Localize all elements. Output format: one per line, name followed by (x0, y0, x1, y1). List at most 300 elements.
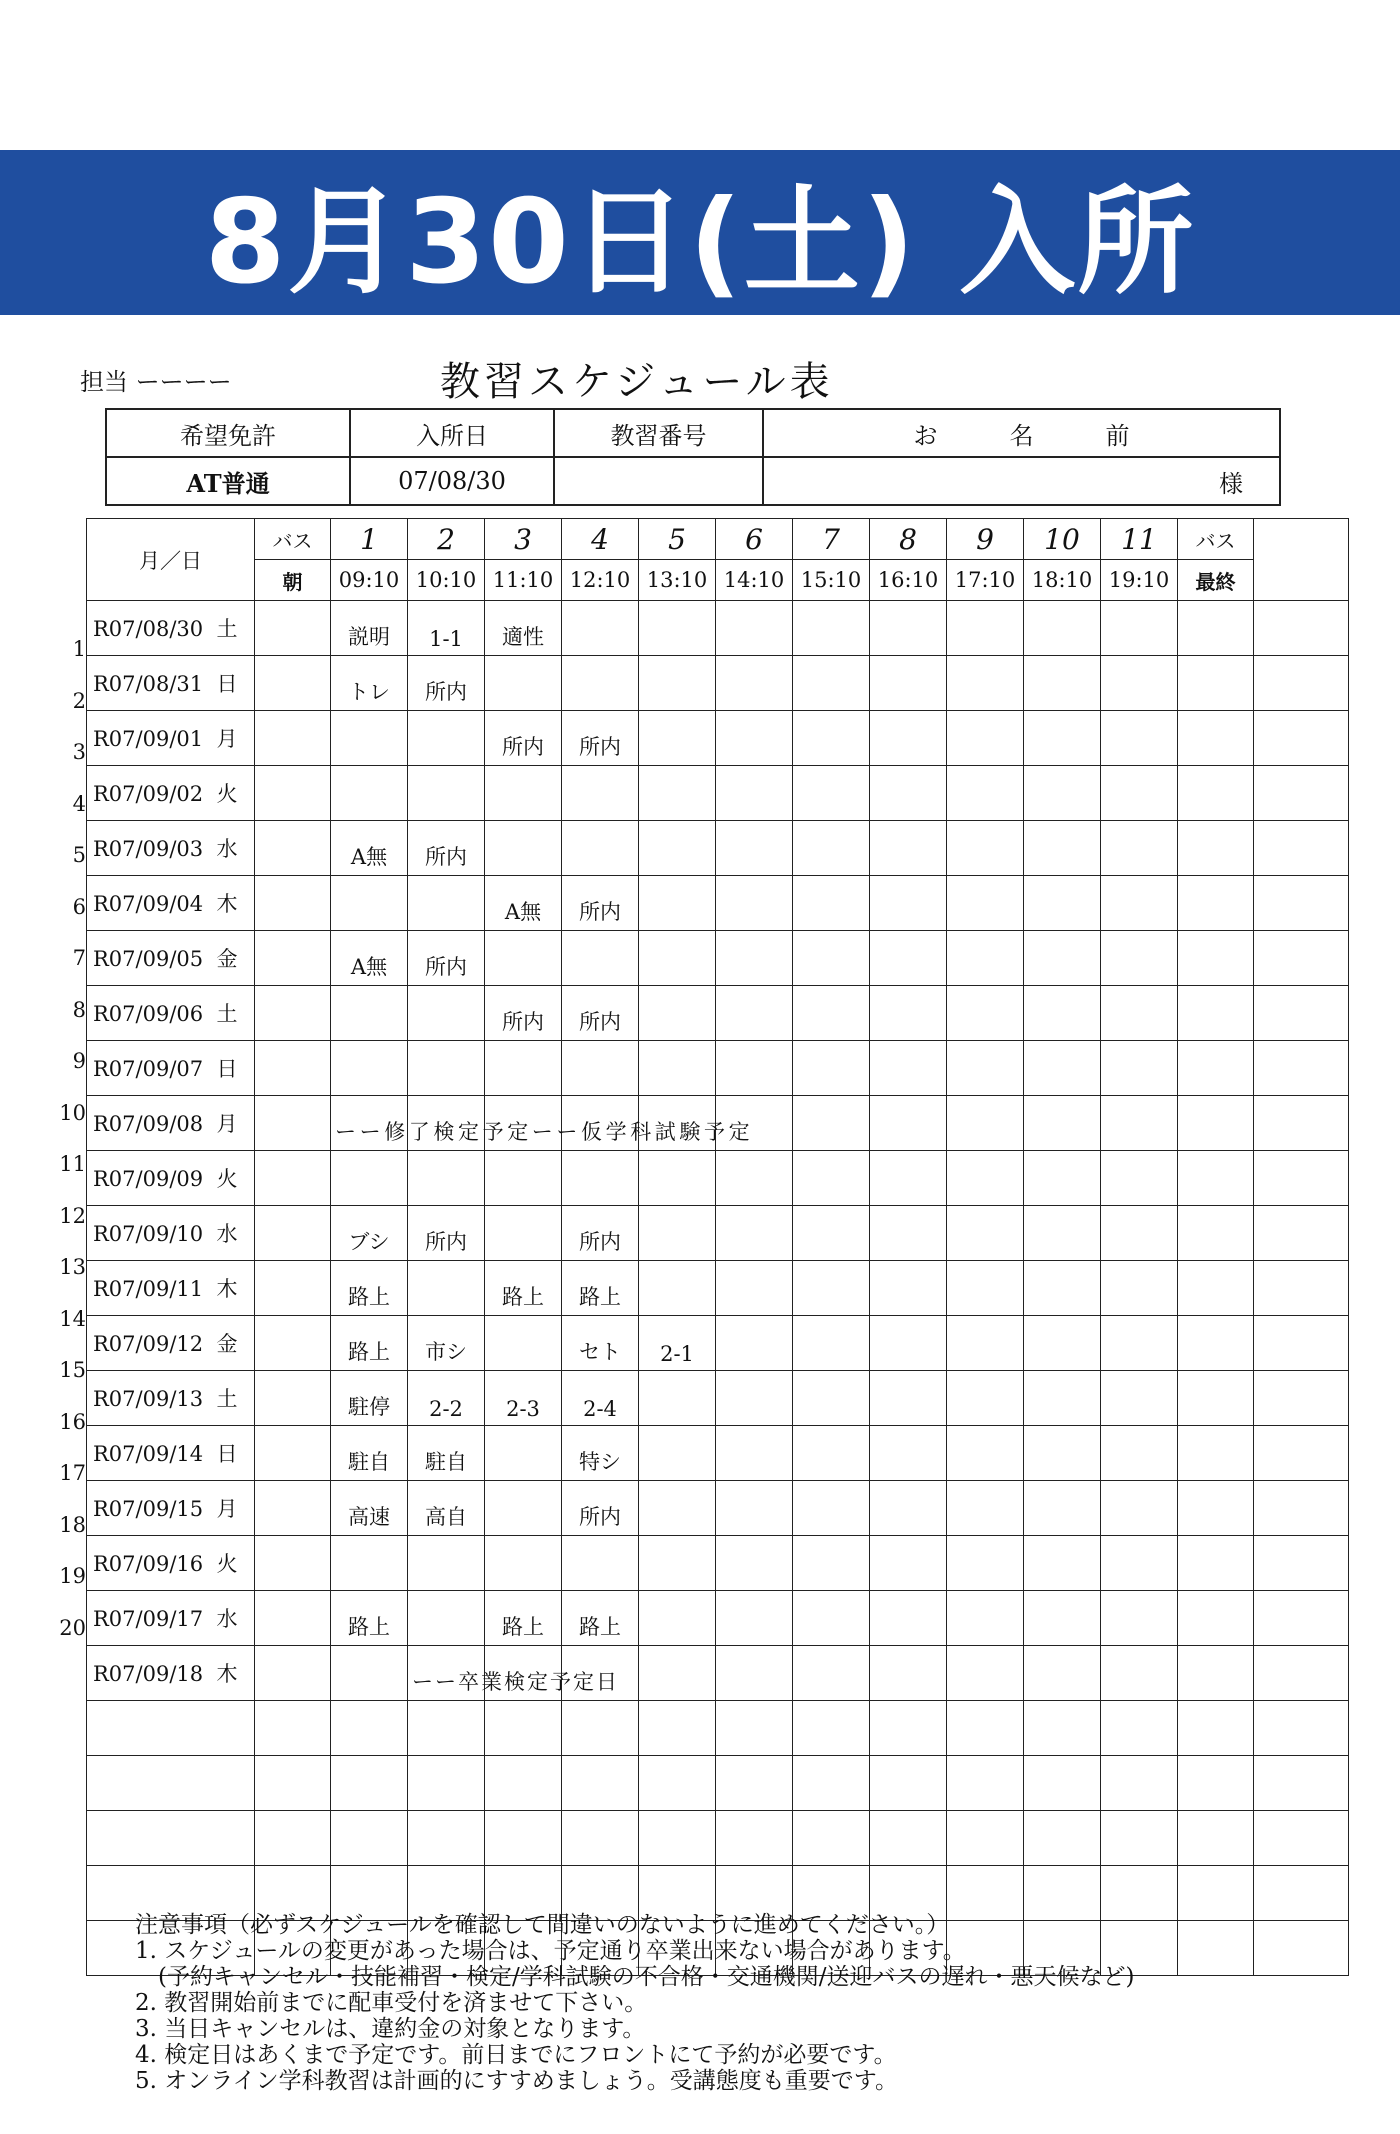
row-number: 19 (59, 1564, 86, 1588)
blank-cell (1254, 1646, 1349, 1701)
row-number: 18 (59, 1512, 86, 1537)
lesson-cell (793, 1096, 870, 1151)
lesson-cell (870, 1426, 947, 1481)
lesson-cell (562, 931, 639, 986)
table-row (87, 1426, 1349, 1481)
lesson-cell: 路上 (562, 1591, 639, 1646)
lesson-cell (1101, 1096, 1178, 1151)
bus-last-cell (1178, 1811, 1254, 1866)
bus-last-cell (1178, 986, 1254, 1041)
period-time: 13:10 (639, 560, 716, 601)
lesson-cell (485, 1536, 562, 1591)
date-cell (87, 1756, 255, 1811)
table-row (87, 931, 1349, 986)
lesson-cell (870, 766, 947, 821)
table-row (87, 1756, 1349, 1811)
lesson-cell: A無 (331, 931, 408, 986)
table-row (87, 1041, 1349, 1096)
lesson-cell (947, 1261, 1024, 1316)
lesson-cell (639, 1261, 716, 1316)
bus-last-cell (1178, 1591, 1254, 1646)
bus-last-cell (1178, 1921, 1254, 1976)
lesson-cell (716, 1591, 793, 1646)
date-cell (87, 1811, 255, 1866)
blank-cell (1254, 1151, 1349, 1206)
lesson-cell (1024, 1646, 1101, 1701)
lesson-cell: 説明 (331, 601, 408, 656)
bus-last-cell (1178, 766, 1254, 821)
bus-cell (255, 656, 331, 711)
blank-cell (1254, 876, 1349, 931)
bus-last-cell (1178, 821, 1254, 876)
lesson-cell (562, 1701, 639, 1756)
lesson-cell (1101, 711, 1178, 766)
lesson-cell (408, 711, 485, 766)
lesson-cell (793, 1041, 870, 1096)
bus-last-cell (1178, 1481, 1254, 1536)
lesson-cell: 所内 (485, 711, 562, 766)
document-title: 教習スケジュール表 (440, 359, 834, 405)
lesson-cell (947, 1591, 1024, 1646)
bus-cell (255, 601, 331, 656)
bus-cell (255, 1096, 331, 1151)
lesson-cell: セト (562, 1316, 639, 1371)
notes (135, 1912, 1134, 2094)
note-line: 5. オンライン学科教習は計画的にすすめましょう。受講態度も重要です。 (135, 2068, 898, 2094)
bus-cell (255, 1811, 331, 1866)
blank-cell (1254, 656, 1349, 711)
lesson-cell (639, 1371, 716, 1426)
lesson-cell (716, 1206, 793, 1261)
lesson-cell (793, 1591, 870, 1646)
lesson-cell (793, 1261, 870, 1316)
lesson-cell (1101, 1811, 1178, 1866)
date-cell: R07/09/09 火 (87, 1151, 255, 1206)
lesson-cell (1024, 1316, 1101, 1371)
lesson-cell: 高自 (408, 1481, 485, 1536)
period-time: 14:10 (716, 560, 793, 601)
lesson-cell (639, 1536, 716, 1591)
bus-last-cell (1178, 711, 1254, 766)
lesson-cell (408, 1701, 485, 1756)
lesson-cell (793, 1701, 870, 1756)
date-cell: R07/09/07 日 (87, 1041, 255, 1096)
date-cell: R07/09/18 木 (87, 1646, 255, 1701)
date-cell: R07/09/10 水 (87, 1206, 255, 1261)
lesson-cell (793, 1316, 870, 1371)
bus-last-cell (1178, 1096, 1254, 1151)
lesson-cell (947, 1206, 1024, 1261)
date-cell: R07/09/08 月 (87, 1096, 255, 1151)
lesson-cell (1101, 1371, 1178, 1426)
row-number: 10 (59, 1100, 86, 1125)
lesson-cell: 市シ (408, 1316, 485, 1371)
lesson-cell (716, 1371, 793, 1426)
table-row (87, 656, 1349, 711)
period-number: 7 (793, 519, 870, 560)
lesson-cell: 駐自 (408, 1426, 485, 1481)
blank-cell (1254, 1536, 1349, 1591)
lesson-cell (947, 1041, 1024, 1096)
lesson-cell (485, 1151, 562, 1206)
lesson-cell (793, 986, 870, 1041)
period-number: 6 (716, 519, 793, 560)
lesson-cell (870, 1811, 947, 1866)
lesson-cell (639, 766, 716, 821)
bus-last-cell (1178, 1371, 1254, 1426)
bus-cell (255, 766, 331, 821)
table-row (87, 766, 1349, 821)
lesson-cell (947, 1536, 1024, 1591)
blank-cell (1254, 1371, 1349, 1426)
lesson-cell (716, 821, 793, 876)
lesson-cell (562, 766, 639, 821)
exam-note: ーー卒業検定予定日 (412, 1670, 619, 1694)
blank-cell (1254, 1591, 1349, 1646)
lesson-cell (639, 1811, 716, 1866)
lesson-cell: 高速 (331, 1481, 408, 1536)
lesson-cell (485, 1041, 562, 1096)
bus-last-cell (1178, 1756, 1254, 1811)
blank-cell (1254, 986, 1349, 1041)
lesson-cell (716, 1151, 793, 1206)
lesson-cell (793, 931, 870, 986)
row-number: 12 (59, 1203, 86, 1228)
blank-cell (1254, 1481, 1349, 1536)
lesson-cell (408, 986, 485, 1041)
lesson-cell (716, 656, 793, 711)
row-number: 14 (59, 1306, 86, 1331)
lesson-cell (1024, 931, 1101, 986)
bus-cell (255, 1206, 331, 1261)
banner-title: 8月30日(土) 入所 (204, 175, 1196, 310)
bus-last-cell (1178, 1206, 1254, 1261)
lesson-cell (485, 1426, 562, 1481)
lesson-cell (1101, 1426, 1178, 1481)
bus-last-cell (1178, 1041, 1254, 1096)
lesson-cell (1101, 1261, 1178, 1316)
lesson-cell (408, 1151, 485, 1206)
lesson-cell (331, 1096, 754, 1151)
lesson-cell (408, 1041, 485, 1096)
note-line: 2. 教習開始前までに配車受付を済ませて下さい。 (135, 1990, 648, 2016)
morning-label: 朝 (255, 560, 331, 601)
bus-cell (255, 1316, 331, 1371)
lesson-cell (870, 1041, 947, 1096)
lesson-cell (793, 1536, 870, 1591)
schedule-table (86, 518, 1349, 1976)
lesson-cell (947, 1646, 1024, 1701)
row-numbers (58, 624, 86, 1654)
blank-cell (1254, 1426, 1349, 1481)
row-number: 16 (59, 1409, 86, 1434)
date-cell: R07/09/01 月 (87, 711, 255, 766)
lesson-cell (716, 1536, 793, 1591)
lesson-cell (870, 711, 947, 766)
row-number: 2 (72, 688, 86, 713)
bus-cell (255, 1646, 331, 1701)
lesson-cell: 所内 (485, 986, 562, 1041)
lesson-cell (1024, 1756, 1101, 1811)
row-number: 6 (72, 894, 86, 919)
period-time: 09:10 (331, 560, 408, 601)
lesson-cell (947, 986, 1024, 1041)
row-number: 5 (72, 843, 86, 867)
bus-cell (255, 1701, 331, 1756)
lesson-cell (870, 1371, 947, 1426)
bus-last-cell (1178, 1536, 1254, 1591)
bus-cell (255, 1151, 331, 1206)
date-cell: R07/09/11 木 (87, 1261, 255, 1316)
lesson-cell (947, 876, 1024, 931)
blank-header (1254, 519, 1349, 601)
lesson-cell (716, 1811, 793, 1866)
lesson-cell: 所内 (408, 1206, 485, 1261)
bus-last-cell (1178, 931, 1254, 986)
lesson-cell (947, 601, 1024, 656)
lesson-cell (870, 1206, 947, 1261)
lesson-cell: 適性 (485, 601, 562, 656)
lesson-cell (1101, 1536, 1178, 1591)
lesson-cell (1024, 1096, 1101, 1151)
date-cell: R07/09/12 金 (87, 1316, 255, 1371)
lesson-cell (562, 1041, 639, 1096)
lesson-cell (793, 601, 870, 656)
lesson-cell (716, 1426, 793, 1481)
lesson-cell (639, 1646, 716, 1701)
lesson-cell: 駐自 (331, 1426, 408, 1481)
blank-cell (1254, 1756, 1349, 1811)
lesson-cell (639, 1481, 716, 1536)
row-number: 15 (59, 1358, 86, 1382)
lesson-cell (1024, 1811, 1101, 1866)
lesson-cell: 所内 (408, 931, 485, 986)
lesson-cell (1101, 986, 1178, 1041)
lesson-cell (408, 876, 485, 931)
bus-cell (255, 986, 331, 1041)
person-in-charge: 担当 ーーーー (80, 368, 232, 396)
lesson-cell (331, 1811, 408, 1866)
lesson-cell (1101, 656, 1178, 711)
bus-header-last: バス (1178, 519, 1254, 560)
bus-header-morning: バス (255, 519, 331, 560)
lesson-cell (1024, 1206, 1101, 1261)
bus-last-cell (1178, 656, 1254, 711)
lesson-cell (870, 1316, 947, 1371)
bus-cell (255, 1481, 331, 1536)
note-line: 4. 検定日はあくまで予定です。前日までにフロントにて予約が必要です。 (135, 2042, 897, 2068)
lesson-cell (716, 1756, 793, 1811)
lesson-cell (485, 1316, 562, 1371)
lesson-cell (716, 931, 793, 986)
lesson-cell (1101, 1151, 1178, 1206)
date-cell: R07/09/05 金 (87, 931, 255, 986)
lesson-cell (1101, 821, 1178, 876)
bus-last-cell (1178, 1646, 1254, 1701)
bus-cell (255, 1261, 331, 1316)
period-time: 11:10 (485, 560, 562, 601)
number-value (554, 457, 763, 505)
lesson-cell (485, 1481, 562, 1536)
table-row (87, 1811, 1349, 1866)
lesson-cell (1101, 1701, 1178, 1756)
date-header: 月／日 (87, 519, 255, 601)
lesson-cell (870, 1096, 947, 1151)
lesson-cell (331, 766, 408, 821)
lesson-cell (485, 821, 562, 876)
lesson-cell (562, 1756, 639, 1811)
lesson-cell (408, 1756, 485, 1811)
lesson-cell (870, 1536, 947, 1591)
note-line: (予約キャンセル・技能補習・検定/学科試験の不合格・交通機関/送迎バスの遅れ・悪天候など) (135, 1964, 1135, 1990)
date-cell: R07/09/13 土 (87, 1371, 255, 1426)
lesson-cell (870, 1646, 947, 1701)
blank-cell (1254, 1096, 1349, 1151)
lesson-cell (716, 876, 793, 931)
lesson-cell (716, 1261, 793, 1316)
last-label: 最終 (1178, 560, 1254, 601)
blank-cell (1254, 1701, 1349, 1756)
lesson-cell (485, 1701, 562, 1756)
lesson-cell (716, 1701, 793, 1756)
row-number: 8 (72, 997, 86, 1022)
lesson-cell (1024, 1701, 1101, 1756)
lesson-cell (947, 656, 1024, 711)
lesson-cell (639, 1701, 716, 1756)
lesson-cell: 路上 (331, 1316, 408, 1371)
lesson-cell (870, 931, 947, 986)
lesson-cell: 所内 (562, 1206, 639, 1261)
lesson-cell (331, 1646, 408, 1701)
lesson-cell (639, 931, 716, 986)
lesson-cell (1024, 986, 1101, 1041)
lesson-cell (716, 1316, 793, 1371)
date-cell: R07/09/03 水 (87, 821, 255, 876)
lesson-cell (870, 1151, 947, 1206)
label-number: 教習番号 (554, 409, 763, 457)
lesson-cell (947, 1371, 1024, 1426)
table-row (87, 1371, 1349, 1426)
lesson-cell (562, 1151, 639, 1206)
period-number: 10 (1024, 519, 1101, 560)
lesson-cell (408, 1646, 619, 1701)
lesson-cell (639, 876, 716, 931)
lesson-cell (1024, 766, 1101, 821)
lesson-cell (870, 1756, 947, 1811)
lesson-cell (793, 1206, 870, 1261)
lesson-cell (562, 821, 639, 876)
lesson-cell: トレ (331, 656, 408, 711)
bus-cell (255, 931, 331, 986)
period-number: 3 (485, 519, 562, 560)
lesson-cell: 特シ (562, 1426, 639, 1481)
lesson-cell (639, 711, 716, 766)
bus-last-cell (1178, 876, 1254, 931)
table-row (87, 601, 1349, 656)
lesson-cell (716, 1646, 793, 1701)
lesson-cell (1101, 1316, 1178, 1371)
table-row (87, 1591, 1349, 1646)
lesson-cell (947, 931, 1024, 986)
blank-cell (1254, 1261, 1349, 1316)
lesson-cell: 路上 (331, 1261, 408, 1316)
lesson-cell (1024, 601, 1101, 656)
lesson-cell: A無 (485, 876, 562, 931)
lesson-cell (1024, 1151, 1101, 1206)
lesson-cell (639, 656, 716, 711)
lesson-cell (1024, 1536, 1101, 1591)
period-number: 11 (1101, 519, 1178, 560)
lesson-cell (716, 766, 793, 821)
lesson-cell (1101, 1481, 1178, 1536)
table-row (87, 1646, 1349, 1701)
lesson-cell (331, 711, 408, 766)
lesson-cell (1101, 1591, 1178, 1646)
bus-cell (255, 711, 331, 766)
lesson-cell (1024, 1426, 1101, 1481)
date-cell: R07/09/17 水 (87, 1591, 255, 1646)
lesson-cell (870, 1701, 947, 1756)
blank-cell (1254, 1811, 1349, 1866)
lesson-cell (870, 986, 947, 1041)
date-cell: R07/09/16 火 (87, 1536, 255, 1591)
lesson-cell (1024, 876, 1101, 931)
table-row (87, 986, 1349, 1041)
period-time: 19:10 (1101, 560, 1178, 601)
lesson-cell (639, 821, 716, 876)
lesson-cell (793, 1371, 870, 1426)
lesson-cell (1101, 1041, 1178, 1096)
table-row (87, 821, 1349, 876)
lesson-cell (793, 1646, 870, 1701)
lesson-cell (485, 656, 562, 711)
lesson-cell (1024, 1591, 1101, 1646)
table-row (87, 1481, 1349, 1536)
lesson-cell (639, 1591, 716, 1646)
lesson-cell: 路上 (331, 1591, 408, 1646)
lesson-cell (408, 766, 485, 821)
period-number: 4 (562, 519, 639, 560)
label-name: お 名 前 (763, 409, 1280, 457)
lesson-cell (870, 601, 947, 656)
bus-last-cell (1178, 1866, 1254, 1921)
lesson-cell (793, 711, 870, 766)
lesson-cell: 所内 (562, 876, 639, 931)
lesson-cell (947, 821, 1024, 876)
note-line: 1. スケジュールの変更があった場合は、予定通り卒業出来ない場合があります。 (135, 1938, 966, 1964)
table-row (87, 1261, 1349, 1316)
lesson-cell (716, 986, 793, 1041)
lesson-cell (947, 1811, 1024, 1866)
lesson-cell (793, 1811, 870, 1866)
lesson-cell (639, 1041, 716, 1096)
period-time: 15:10 (793, 560, 870, 601)
lesson-cell: 2-3 (485, 1371, 562, 1426)
blank-cell (1254, 1206, 1349, 1261)
lesson-cell (793, 766, 870, 821)
name-suffix: 様 (763, 457, 1280, 505)
lesson-cell (562, 1536, 639, 1591)
date-cell: R07/09/02 火 (87, 766, 255, 821)
lesson-cell (716, 711, 793, 766)
label-license: 希望免許 (106, 409, 350, 457)
notes-heading: 注意事項（必ずスケジュールを確認して間違いのないように進めてください。） (135, 1912, 950, 1938)
blank-cell (1254, 766, 1349, 821)
lesson-cell (716, 1041, 793, 1096)
table-row (87, 1701, 1349, 1756)
lesson-cell (947, 1481, 1024, 1536)
lesson-cell: 2-1 (639, 1316, 716, 1371)
